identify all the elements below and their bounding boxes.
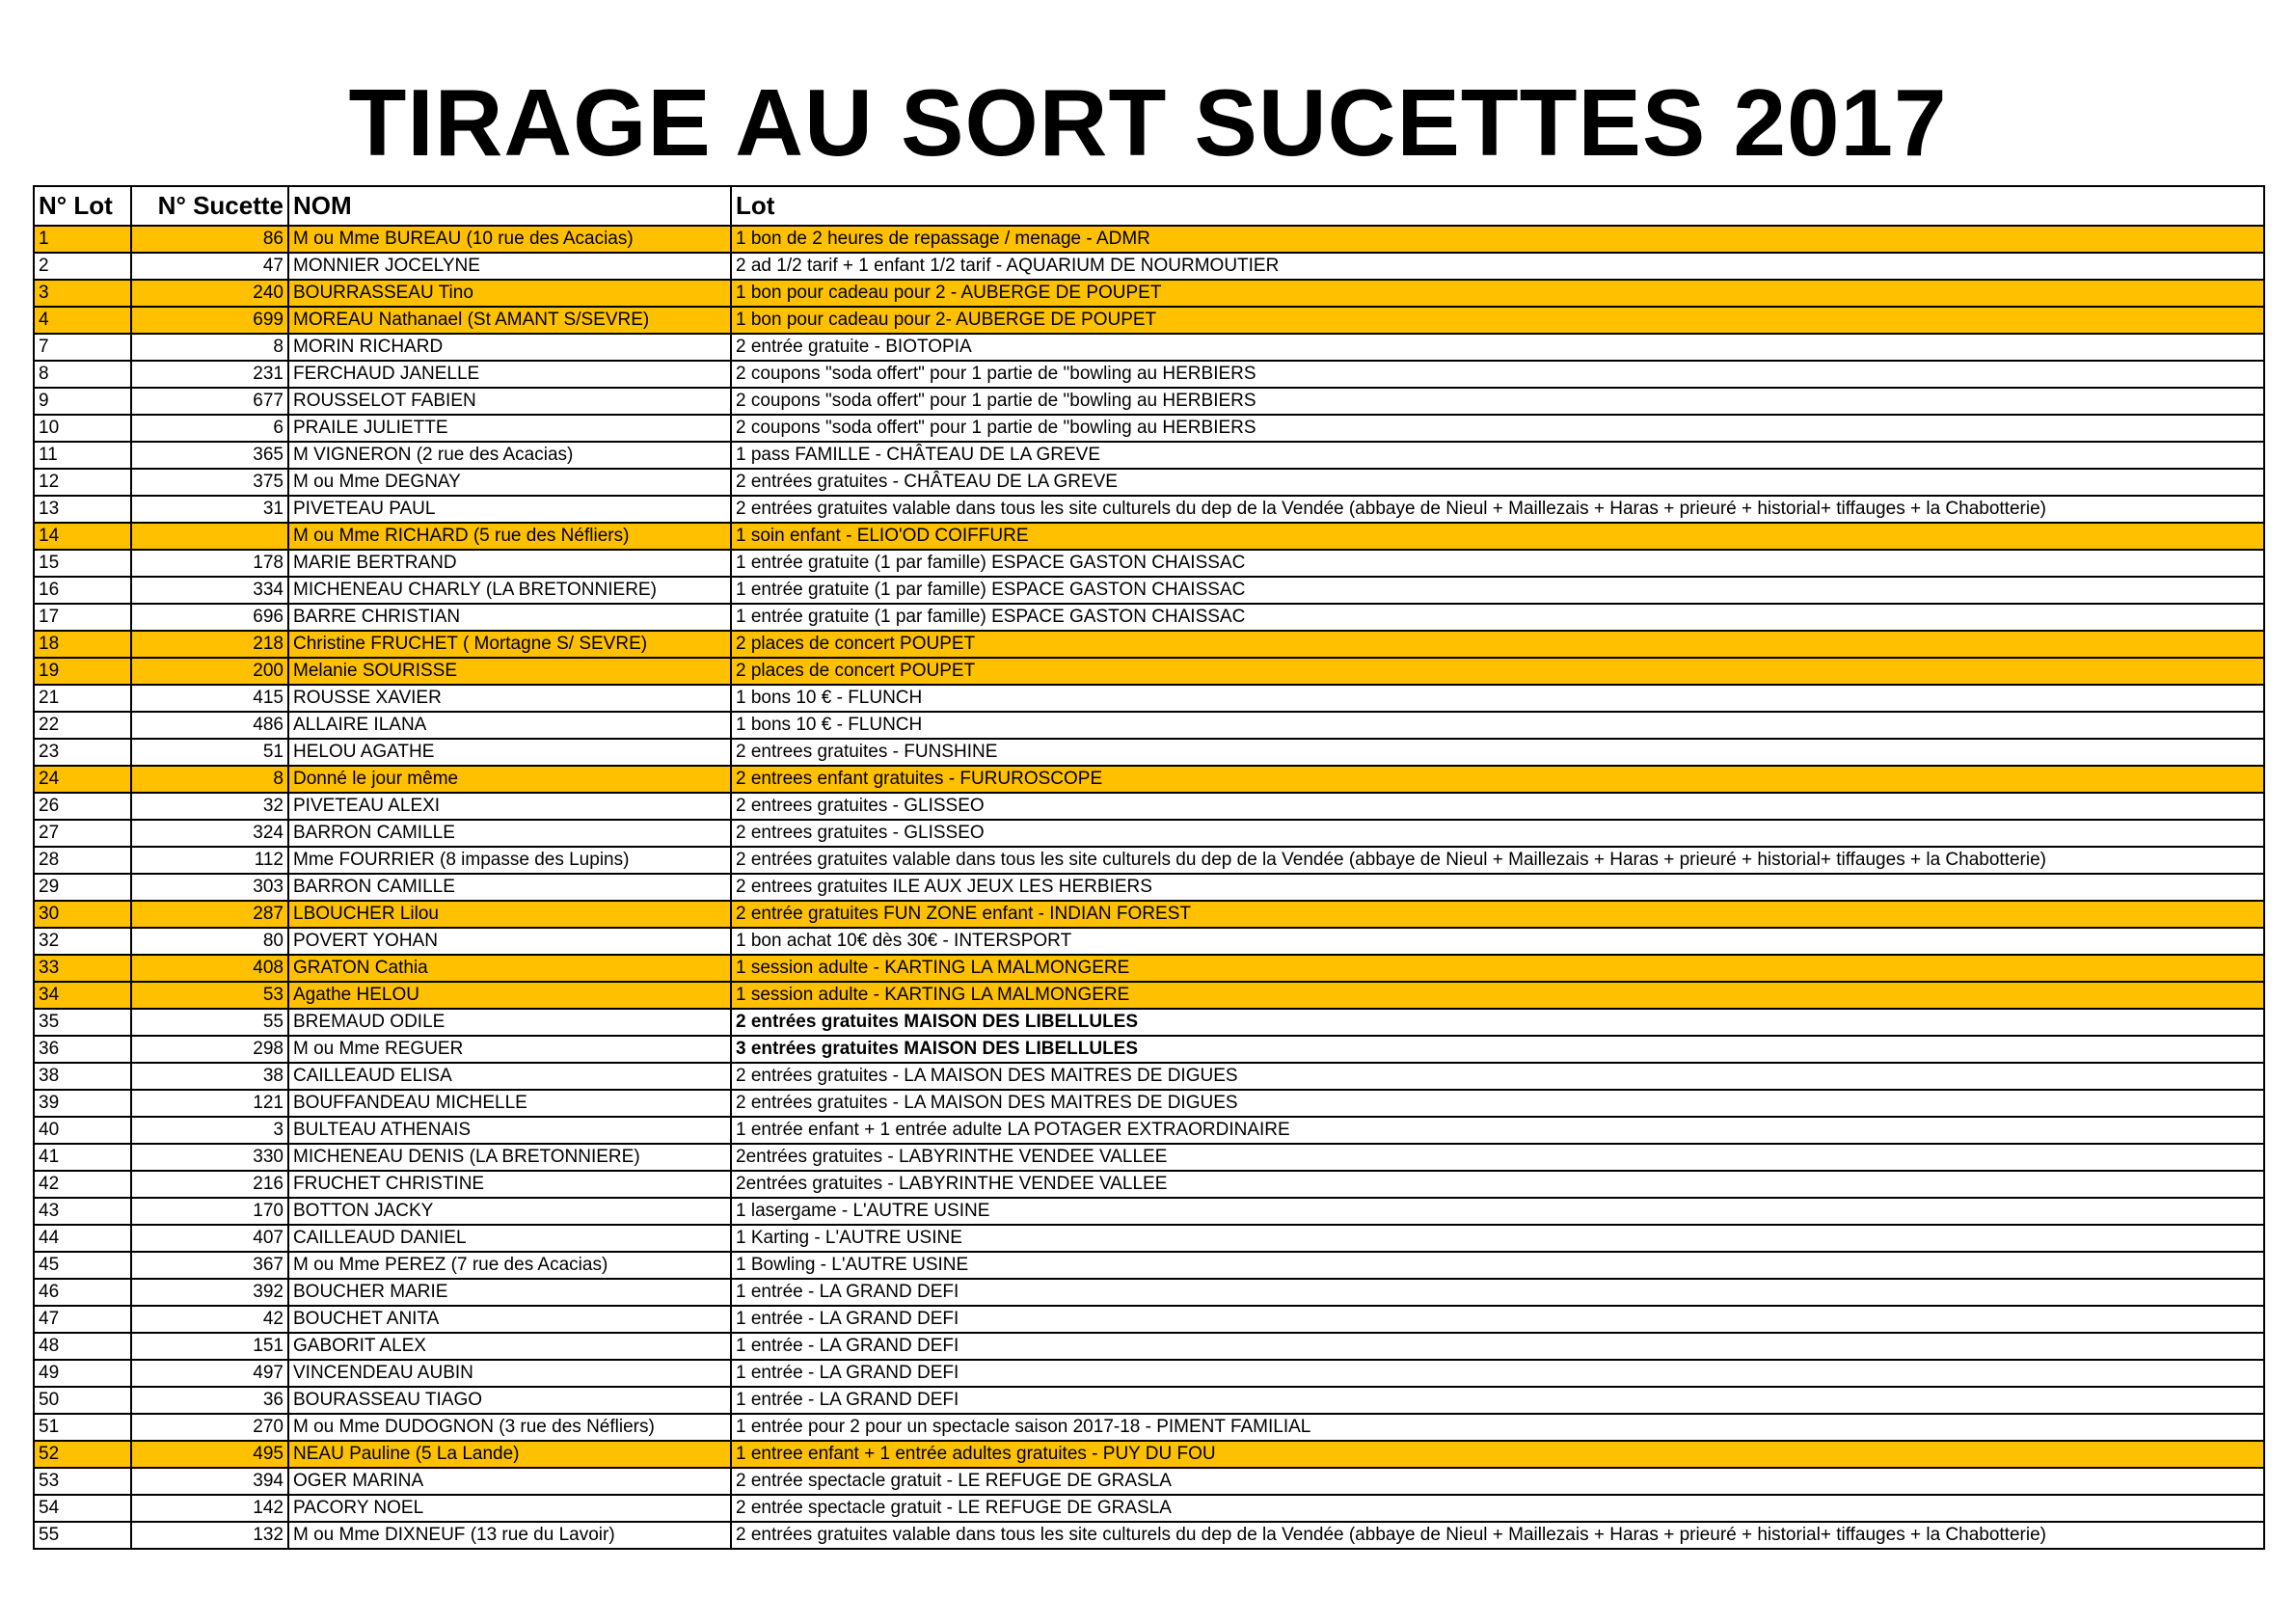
cell-lot-number: 3: [34, 280, 131, 307]
cell-lollipop-number: 287: [131, 901, 288, 928]
table-row: [34, 1441, 2264, 1468]
cell-lot-number: 13: [34, 496, 131, 523]
cell-prize: 2 entrees gratuites - GLISSEO: [731, 820, 2264, 847]
cell-name: FRUCHET CHRISTINE: [288, 1171, 731, 1198]
cell-name: POVERT YOHAN: [288, 928, 731, 955]
cell-name: BULTEAU ATHENAIS: [288, 1117, 731, 1144]
cell-lot-number: 4: [34, 307, 131, 334]
table-row: [34, 793, 2264, 820]
cell-lot-number: 52: [34, 1441, 131, 1468]
cell-lot-number: 28: [34, 847, 131, 874]
cell-prize: 1 Bowling - L'AUTRE USINE: [731, 1252, 2264, 1279]
cell-lollipop-number: 38: [131, 1063, 288, 1090]
cell-prize: 1 session adulte - KARTING LA MALMONGERE: [731, 982, 2264, 1009]
cell-prize: 2 places de concert POUPET: [731, 658, 2264, 685]
cell-lollipop-number: 51: [131, 739, 288, 766]
cell-lot-number: 2: [34, 253, 131, 280]
cell-lollipop-number: 218: [131, 631, 288, 658]
cell-prize: 2 entrées gratuites - LA MAISON DES MAITRES DE DIGUES: [731, 1063, 2264, 1090]
cell-lollipop-number: 3: [131, 1117, 288, 1144]
cell-lot-number: 27: [34, 820, 131, 847]
cell-prize: 2 places de concert POUPET: [731, 631, 2264, 658]
cell-lollipop-number: 298: [131, 1036, 288, 1063]
cell-name: M ou Mme DEGNAY: [288, 469, 731, 496]
results-table: [33, 185, 2265, 1550]
cell-name: GABORIT ALEX: [288, 1333, 731, 1360]
table-row: [34, 631, 2264, 658]
cell-prize: 1 entrée gratuite (1 par famille) ESPACE GASTON CHAISSAC: [731, 577, 2264, 604]
cell-lot-number: 11: [34, 442, 131, 469]
cell-lot-number: 16: [34, 577, 131, 604]
table-row: [34, 1225, 2264, 1252]
table-row: [34, 604, 2264, 631]
cell-name: Melanie SOURISSE: [288, 658, 731, 685]
table-row: [34, 280, 2264, 307]
cell-name: BARRON CAMILLE: [288, 874, 731, 901]
cell-lot-number: 10: [34, 415, 131, 442]
cell-prize: 2 ad 1/2 tarif + 1 enfant 1/2 tarif - AQUARIUM DE NOURMOUTIER: [731, 253, 2264, 280]
cell-lot-number: 39: [34, 1090, 131, 1117]
cell-prize: 2 entrée gratuites FUN ZONE enfant - INDIAN FOREST: [731, 901, 2264, 928]
cell-lollipop-number: 330: [131, 1144, 288, 1171]
cell-name: M ou Mme RICHARD (5 rue des Néfliers): [288, 523, 731, 550]
cell-name: PIVETEAU PAUL: [288, 496, 731, 523]
table-row: [34, 1279, 2264, 1306]
cell-name: BOUCHET ANITA: [288, 1306, 731, 1333]
cell-prize: 2 entrées gratuites valable dans tous les site culturels du dep de la Vendée (abbaye de Nieul + Maillezais + Haras + prieuré + historial+ tiffauges + la Chabotterie): [731, 847, 2264, 874]
cell-prize: 1 soin enfant - ELIO'OD COIFFURE: [731, 523, 2264, 550]
table-row: [34, 334, 2264, 361]
cell-lot-number: 34: [34, 982, 131, 1009]
cell-lot-number: 55: [34, 1522, 131, 1549]
cell-name: M ou Mme DIXNEUF (13 rue du Lavoir): [288, 1522, 731, 1549]
cell-name: FERCHAUD JANELLE: [288, 361, 731, 388]
table-row: [34, 1171, 2264, 1198]
cell-lollipop-number: 240: [131, 280, 288, 307]
cell-lollipop-number: 80: [131, 928, 288, 955]
cell-name: CAILLEAUD DANIEL: [288, 1225, 731, 1252]
cell-lollipop-number: [131, 523, 288, 550]
cell-prize: 1 bons 10 € - FLUNCH: [731, 685, 2264, 712]
table-row: [34, 658, 2264, 685]
cell-name: Mme FOURRIER (8 impasse des Lupins): [288, 847, 731, 874]
table-row: [34, 1090, 2264, 1117]
cell-name: HELOU AGATHE: [288, 739, 731, 766]
cell-lollipop-number: 53: [131, 982, 288, 1009]
cell-prize: 1 bon pour cadeau pour 2 - AUBERGE DE POUPET: [731, 280, 2264, 307]
cell-lot-number: 38: [34, 1063, 131, 1090]
cell-name: M ou Mme DUDOGNON (3 rue des Néfliers): [288, 1414, 731, 1441]
cell-name: ROUSSE XAVIER: [288, 685, 731, 712]
table-row: [34, 550, 2264, 577]
table-row: [34, 496, 2264, 523]
cell-prize: 1 Karting - L'AUTRE USINE: [731, 1225, 2264, 1252]
cell-prize: 2 entrées gratuites valable dans tous les site culturels du dep de la Vendée (abbaye de Nieul + Maillezais + Haras + prieuré + historial+ tiffauges + la Chabotterie): [731, 496, 2264, 523]
cell-name: M VIGNERON (2 rue des Acacias): [288, 442, 731, 469]
table-row: [34, 1387, 2264, 1414]
cell-name: Agathe HELOU: [288, 982, 731, 1009]
cell-prize: 2 coupons "soda offert" pour 1 partie de "bowling au HERBIERS: [731, 361, 2264, 388]
table-row: [34, 1360, 2264, 1387]
table-row: [34, 712, 2264, 739]
cell-lollipop-number: 696: [131, 604, 288, 631]
table-body: [34, 226, 2264, 1549]
table-row: [34, 1333, 2264, 1360]
table-row: [34, 415, 2264, 442]
cell-lot-number: 45: [34, 1252, 131, 1279]
cell-prize: 1 lasergame - L'AUTRE USINE: [731, 1198, 2264, 1225]
cell-lot-number: 54: [34, 1495, 131, 1522]
cell-lot-number: 43: [34, 1198, 131, 1225]
cell-lollipop-number: 8: [131, 334, 288, 361]
cell-lot-number: 41: [34, 1144, 131, 1171]
cell-lot-number: 8: [34, 361, 131, 388]
cell-prize: 2entrées gratuites - LABYRINTHE VENDEE VALLEE: [731, 1171, 2264, 1198]
cell-name: BOURRASSEAU Tino: [288, 280, 731, 307]
cell-lot-number: 46: [34, 1279, 131, 1306]
cell-lot-number: 22: [34, 712, 131, 739]
cell-name: BARRE CHRISTIAN: [288, 604, 731, 631]
cell-lot-number: 33: [34, 955, 131, 982]
table-row: [34, 226, 2264, 253]
cell-name: MICHENEAU DENIS (LA BRETONNIERE): [288, 1144, 731, 1171]
cell-name: MARIE BERTRAND: [288, 550, 731, 577]
table-row: [34, 523, 2264, 550]
cell-prize: 1 entrée gratuite (1 par famille) ESPACE GASTON CHAISSAC: [731, 604, 2264, 631]
cell-lot-number: 19: [34, 658, 131, 685]
cell-name: PRAILE JULIETTE: [288, 415, 731, 442]
cell-name: BREMAUD ODILE: [288, 1009, 731, 1036]
cell-prize: 1 bons 10 € - FLUNCH: [731, 712, 2264, 739]
cell-lollipop-number: 495: [131, 1441, 288, 1468]
cell-lot-number: 53: [34, 1468, 131, 1495]
cell-lollipop-number: 151: [131, 1333, 288, 1360]
cell-lot-number: 9: [34, 388, 131, 415]
cell-lollipop-number: 392: [131, 1279, 288, 1306]
cell-lot-number: 23: [34, 739, 131, 766]
cell-lot-number: 7: [34, 334, 131, 361]
cell-prize: 1 session adulte - KARTING LA MALMONGERE: [731, 955, 2264, 982]
cell-prize: 1 bon pour cadeau pour 2- AUBERGE DE POUPET: [731, 307, 2264, 334]
table-row: [34, 1009, 2264, 1036]
cell-lollipop-number: 677: [131, 388, 288, 415]
cell-name: M ou Mme REGUER: [288, 1036, 731, 1063]
cell-lot-number: 30: [34, 901, 131, 928]
cell-name: M ou Mme PEREZ (7 rue des Acacias): [288, 1252, 731, 1279]
cell-lollipop-number: 408: [131, 955, 288, 982]
cell-lollipop-number: 394: [131, 1468, 288, 1495]
cell-lot-number: 17: [34, 604, 131, 631]
cell-lot-number: 29: [34, 874, 131, 901]
cell-prize: 1 entrée - LA GRAND DEFI: [731, 1360, 2264, 1387]
column-header-lot-number: N° Lot: [34, 186, 131, 226]
cell-lollipop-number: 132: [131, 1522, 288, 1549]
cell-name: LBOUCHER Lilou: [288, 901, 731, 928]
cell-prize: 2 entrée gratuite - BIOTOPIA: [731, 334, 2264, 361]
cell-lollipop-number: 6: [131, 415, 288, 442]
cell-prize: 1 entree enfant + 1 entrée adultes gratuites - PUY DU FOU: [731, 1441, 2264, 1468]
table-row: [34, 1468, 2264, 1495]
cell-prize: 2 entrees enfant gratuites - FURUROSCOPE: [731, 766, 2264, 793]
cell-lollipop-number: 112: [131, 847, 288, 874]
table-row: [34, 901, 2264, 928]
cell-lot-number: 15: [34, 550, 131, 577]
cell-lollipop-number: 36: [131, 1387, 288, 1414]
cell-prize: 1 entrée enfant + 1 entrée adulte LA POTAGER EXTRAORDINAIRE: [731, 1117, 2264, 1144]
cell-lollipop-number: 86: [131, 226, 288, 253]
cell-lollipop-number: 324: [131, 820, 288, 847]
table-header-row: [34, 186, 2264, 226]
cell-name: BOUCHER MARIE: [288, 1279, 731, 1306]
cell-prize: 2 entrée spectacle gratuit - LE REFUGE DE GRASLA: [731, 1495, 2264, 1522]
cell-name: BOURASSEAU TIAGO: [288, 1387, 731, 1414]
table-row: [34, 1063, 2264, 1090]
cell-prize: 2 entrées gratuites valable dans tous les site culturels du dep de la Vendée (abbaye de Nieul + Maillezais + Haras + prieuré + historial+ tiffauges + la Chabotterie): [731, 1522, 2264, 1549]
cell-lollipop-number: 178: [131, 550, 288, 577]
table-row: [34, 1522, 2264, 1549]
cell-name: NEAU Pauline (5 La Lande): [288, 1441, 731, 1468]
cell-lot-number: 51: [34, 1414, 131, 1441]
cell-lot-number: 24: [34, 766, 131, 793]
cell-prize: 2 coupons "soda offert" pour 1 partie de "bowling au HERBIERS: [731, 415, 2264, 442]
cell-lollipop-number: 334: [131, 577, 288, 604]
cell-prize: 2 entrees gratuites ILE AUX JEUX LES HERBIERS: [731, 874, 2264, 901]
cell-lot-number: 44: [34, 1225, 131, 1252]
cell-name: MONNIER JOCELYNE: [288, 253, 731, 280]
cell-lollipop-number: 270: [131, 1414, 288, 1441]
cell-lollipop-number: 375: [131, 469, 288, 496]
cell-lot-number: 18: [34, 631, 131, 658]
cell-lollipop-number: 142: [131, 1495, 288, 1522]
cell-lollipop-number: 303: [131, 874, 288, 901]
cell-lot-number: 40: [34, 1117, 131, 1144]
cell-name: ROUSSELOT FABIEN: [288, 388, 731, 415]
table-row: [34, 874, 2264, 901]
table-row: [34, 766, 2264, 793]
cell-name: PIVETEAU ALEXI: [288, 793, 731, 820]
table-row: [34, 388, 2264, 415]
cell-lollipop-number: 8: [131, 766, 288, 793]
table-row: [34, 307, 2264, 334]
cell-lollipop-number: 47: [131, 253, 288, 280]
cell-prize: 2 entrees gratuites - FUNSHINE: [731, 739, 2264, 766]
table-row: [34, 361, 2264, 388]
cell-lollipop-number: 170: [131, 1198, 288, 1225]
cell-lollipop-number: 231: [131, 361, 288, 388]
cell-lollipop-number: 407: [131, 1225, 288, 1252]
cell-name: MOREAU Nathanael (St AMANT S/SEVRE): [288, 307, 731, 334]
table-row: [34, 955, 2264, 982]
cell-name: MORIN RICHARD: [288, 334, 731, 361]
page-title: TIRAGE AU SORT SUCETTES 2017: [348, 69, 1948, 176]
cell-prize: 2 entrée spectacle gratuit - LE REFUGE DE GRASLA: [731, 1468, 2264, 1495]
cell-name: OGER MARINA: [288, 1468, 731, 1495]
cell-lollipop-number: 31: [131, 496, 288, 523]
cell-name: MICHENEAU CHARLY (LA BRETONNIERE): [288, 577, 731, 604]
cell-lollipop-number: 497: [131, 1360, 288, 1387]
cell-name: CAILLEAUD ELISA: [288, 1063, 731, 1090]
cell-lot-number: 35: [34, 1009, 131, 1036]
cell-prize: 2 entrees gratuites - GLISSEO: [731, 793, 2264, 820]
table-row: [34, 1306, 2264, 1333]
table-row: [34, 253, 2264, 280]
table-row: [34, 847, 2264, 874]
cell-prize: 1 bon achat 10€ dès 30€ - INTERSPORT: [731, 928, 2264, 955]
cell-prize: 2 entrées gratuites - CHÂTEAU DE LA GREVE: [731, 469, 2264, 496]
column-header-prize: Lot: [731, 186, 2264, 226]
table-row: [34, 1495, 2264, 1522]
cell-name: BOUFFANDEAU MICHELLE: [288, 1090, 731, 1117]
cell-prize: 2entrées gratuites - LABYRINTHE VENDEE VALLEE: [731, 1144, 2264, 1171]
cell-lot-number: 48: [34, 1333, 131, 1360]
table-row: [34, 685, 2264, 712]
cell-prize: 2 coupons "soda offert" pour 1 partie de "bowling au HERBIERS: [731, 388, 2264, 415]
table-row: [34, 1198, 2264, 1225]
table-row: [34, 1144, 2264, 1171]
cell-lot-number: 32: [34, 928, 131, 955]
cell-lot-number: 36: [34, 1036, 131, 1063]
cell-prize: 1 entrée - LA GRAND DEFI: [731, 1279, 2264, 1306]
cell-prize: 2 entrées gratuites - LA MAISON DES MAITRES DE DIGUES: [731, 1090, 2264, 1117]
table-row: [34, 577, 2264, 604]
column-header-name: NOM: [288, 186, 731, 226]
table-row: [34, 1414, 2264, 1441]
cell-lollipop-number: 42: [131, 1306, 288, 1333]
cell-name: BOTTON JACKY: [288, 1198, 731, 1225]
cell-lot-number: 47: [34, 1306, 131, 1333]
cell-name: PACORY NOEL: [288, 1495, 731, 1522]
cell-lollipop-number: 699: [131, 307, 288, 334]
column-header-lollipop-number: N° Sucette: [131, 186, 288, 226]
cell-lot-number: 21: [34, 685, 131, 712]
cell-prize: 1 entrée - LA GRAND DEFI: [731, 1333, 2264, 1360]
table-row: [34, 1252, 2264, 1279]
table-row: [34, 820, 2264, 847]
cell-lot-number: 49: [34, 1360, 131, 1387]
cell-lollipop-number: 55: [131, 1009, 288, 1036]
cell-lot-number: 14: [34, 523, 131, 550]
cell-name: Christine FRUCHET ( Mortagne S/ SEVRE): [288, 631, 731, 658]
cell-name: ALLAIRE ILANA: [288, 712, 731, 739]
cell-lollipop-number: 486: [131, 712, 288, 739]
cell-name: Donné le jour même: [288, 766, 731, 793]
table-row: [34, 1036, 2264, 1063]
cell-lollipop-number: 415: [131, 685, 288, 712]
cell-lollipop-number: 32: [131, 793, 288, 820]
cell-name: BARRON CAMILLE: [288, 820, 731, 847]
table-row: [34, 1117, 2264, 1144]
table-row: [34, 928, 2264, 955]
cell-prize: 3 entrées gratuites MAISON DES LIBELLULES: [731, 1036, 2264, 1063]
table-row: [34, 982, 2264, 1009]
cell-lollipop-number: 365: [131, 442, 288, 469]
cell-prize: 1 bon de 2 heures de repassage / menage - ADMR: [731, 226, 2264, 253]
cell-prize: 1 entrée pour 2 pour un spectacle saison 2017-18 - PIMENT FAMILIAL: [731, 1414, 2264, 1441]
cell-prize: 1 pass FAMILLE - CHÂTEAU DE LA GREVE: [731, 442, 2264, 469]
table-row: [34, 442, 2264, 469]
cell-prize: 1 entrée gratuite (1 par famille) ESPACE GASTON CHAISSAC: [731, 550, 2264, 577]
cell-prize: 1 entrée - LA GRAND DEFI: [731, 1387, 2264, 1414]
cell-lollipop-number: 216: [131, 1171, 288, 1198]
cell-lot-number: 42: [34, 1171, 131, 1198]
cell-prize: 2 entrées gratuites MAISON DES LIBELLULES: [731, 1009, 2264, 1036]
table-row: [34, 739, 2264, 766]
cell-lot-number: 26: [34, 793, 131, 820]
cell-lollipop-number: 367: [131, 1252, 288, 1279]
cell-prize: 1 entrée - LA GRAND DEFI: [731, 1306, 2264, 1333]
cell-lollipop-number: 121: [131, 1090, 288, 1117]
cell-name: M ou Mme BUREAU (10 rue des Acacias): [288, 226, 731, 253]
cell-lot-number: 12: [34, 469, 131, 496]
table-row: [34, 469, 2264, 496]
cell-name: GRATON Cathia: [288, 955, 731, 982]
cell-lot-number: 50: [34, 1387, 131, 1414]
cell-lot-number: 1: [34, 226, 131, 253]
cell-name: VINCENDEAU AUBIN: [288, 1360, 731, 1387]
cell-lollipop-number: 200: [131, 658, 288, 685]
